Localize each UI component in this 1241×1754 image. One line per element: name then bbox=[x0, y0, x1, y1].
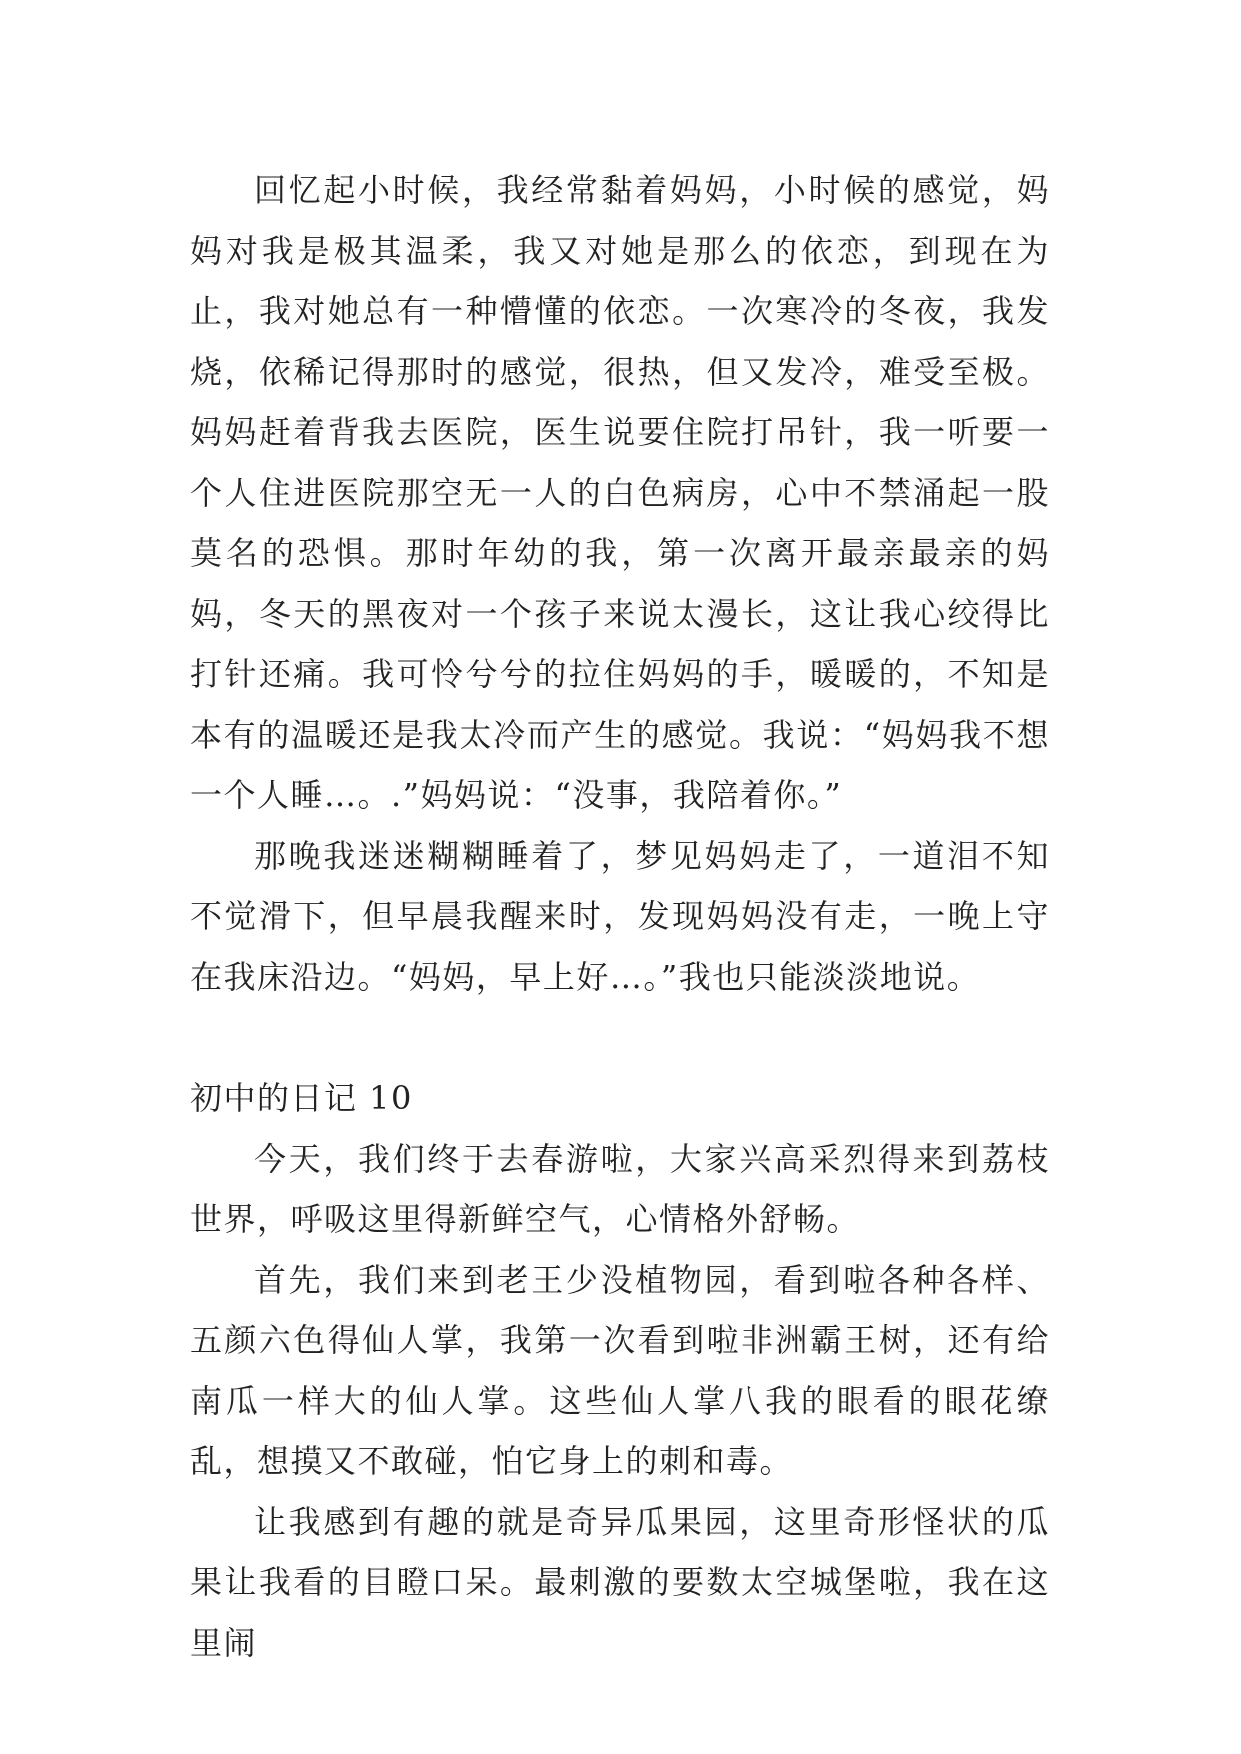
paragraph: 今天，我们终于去春游啦，大家兴高采烈得来到荔枝世界，呼吸这里得新鲜空气，心情格外舒畅。 bbox=[190, 1139, 1050, 1238]
document-body bbox=[190, 160, 1050, 1673]
paragraph: 让我感到有趣的就是奇异瓜果园，这里奇形怪状的瓜果让我看的目瞪口呆。最刺激的要数太空城堡啦，我在这里闹 bbox=[190, 1502, 1050, 1662]
paragraph: 首先，我们来到老王少没植物园，看到啦各种各样、五颜六色得仙人掌，我第一次看到啦非洲霸王树，还有给南瓜一样大的仙人掌。这些仙人掌八我的眼看的眼花缭乱，想摸又不敢碰，怕它身上的刺和毒。 bbox=[190, 1260, 1050, 1480]
section-title: 初中的日记 10 bbox=[190, 1079, 413, 1117]
paragraph: 回忆起小时候，我经常黏着妈妈，小时候的感觉，妈妈对我是极其温柔，我又对她是那么的依恋，到现在为止，我对她总有一种懵懂的依恋。一次寒冷的冬夜，我发烧，依稀记得那时的感觉，很热，但又发冷，难受至极。妈妈赶着背我去医院，医生说要住院打吊针，我一听要一个人住进医院那空无一人的白色病房，心中不禁涌起一股莫名的恐惧。那时年幼的我，第一次离开最亲最亲的妈妈，冬天的黑夜对一个孩子来说太漫长，这让我心绞得比打针还痛。我可怜兮兮的拉住妈妈的手，暖暖的，不知是本有的温暖还是我太冷而产生的感觉。我说：“妈妈我不想一个人睡…。.”妈妈说：“没事，我陪着你。” bbox=[190, 171, 1050, 814]
paragraph: 那晚我迷迷糊糊睡着了，梦见妈妈走了，一道泪不知不觉滑下，但早晨我醒来时，发现妈妈没有走，一晚上守在我床沿边。“妈妈，早上好…。”我也只能淡淡地说。 bbox=[190, 836, 1050, 996]
